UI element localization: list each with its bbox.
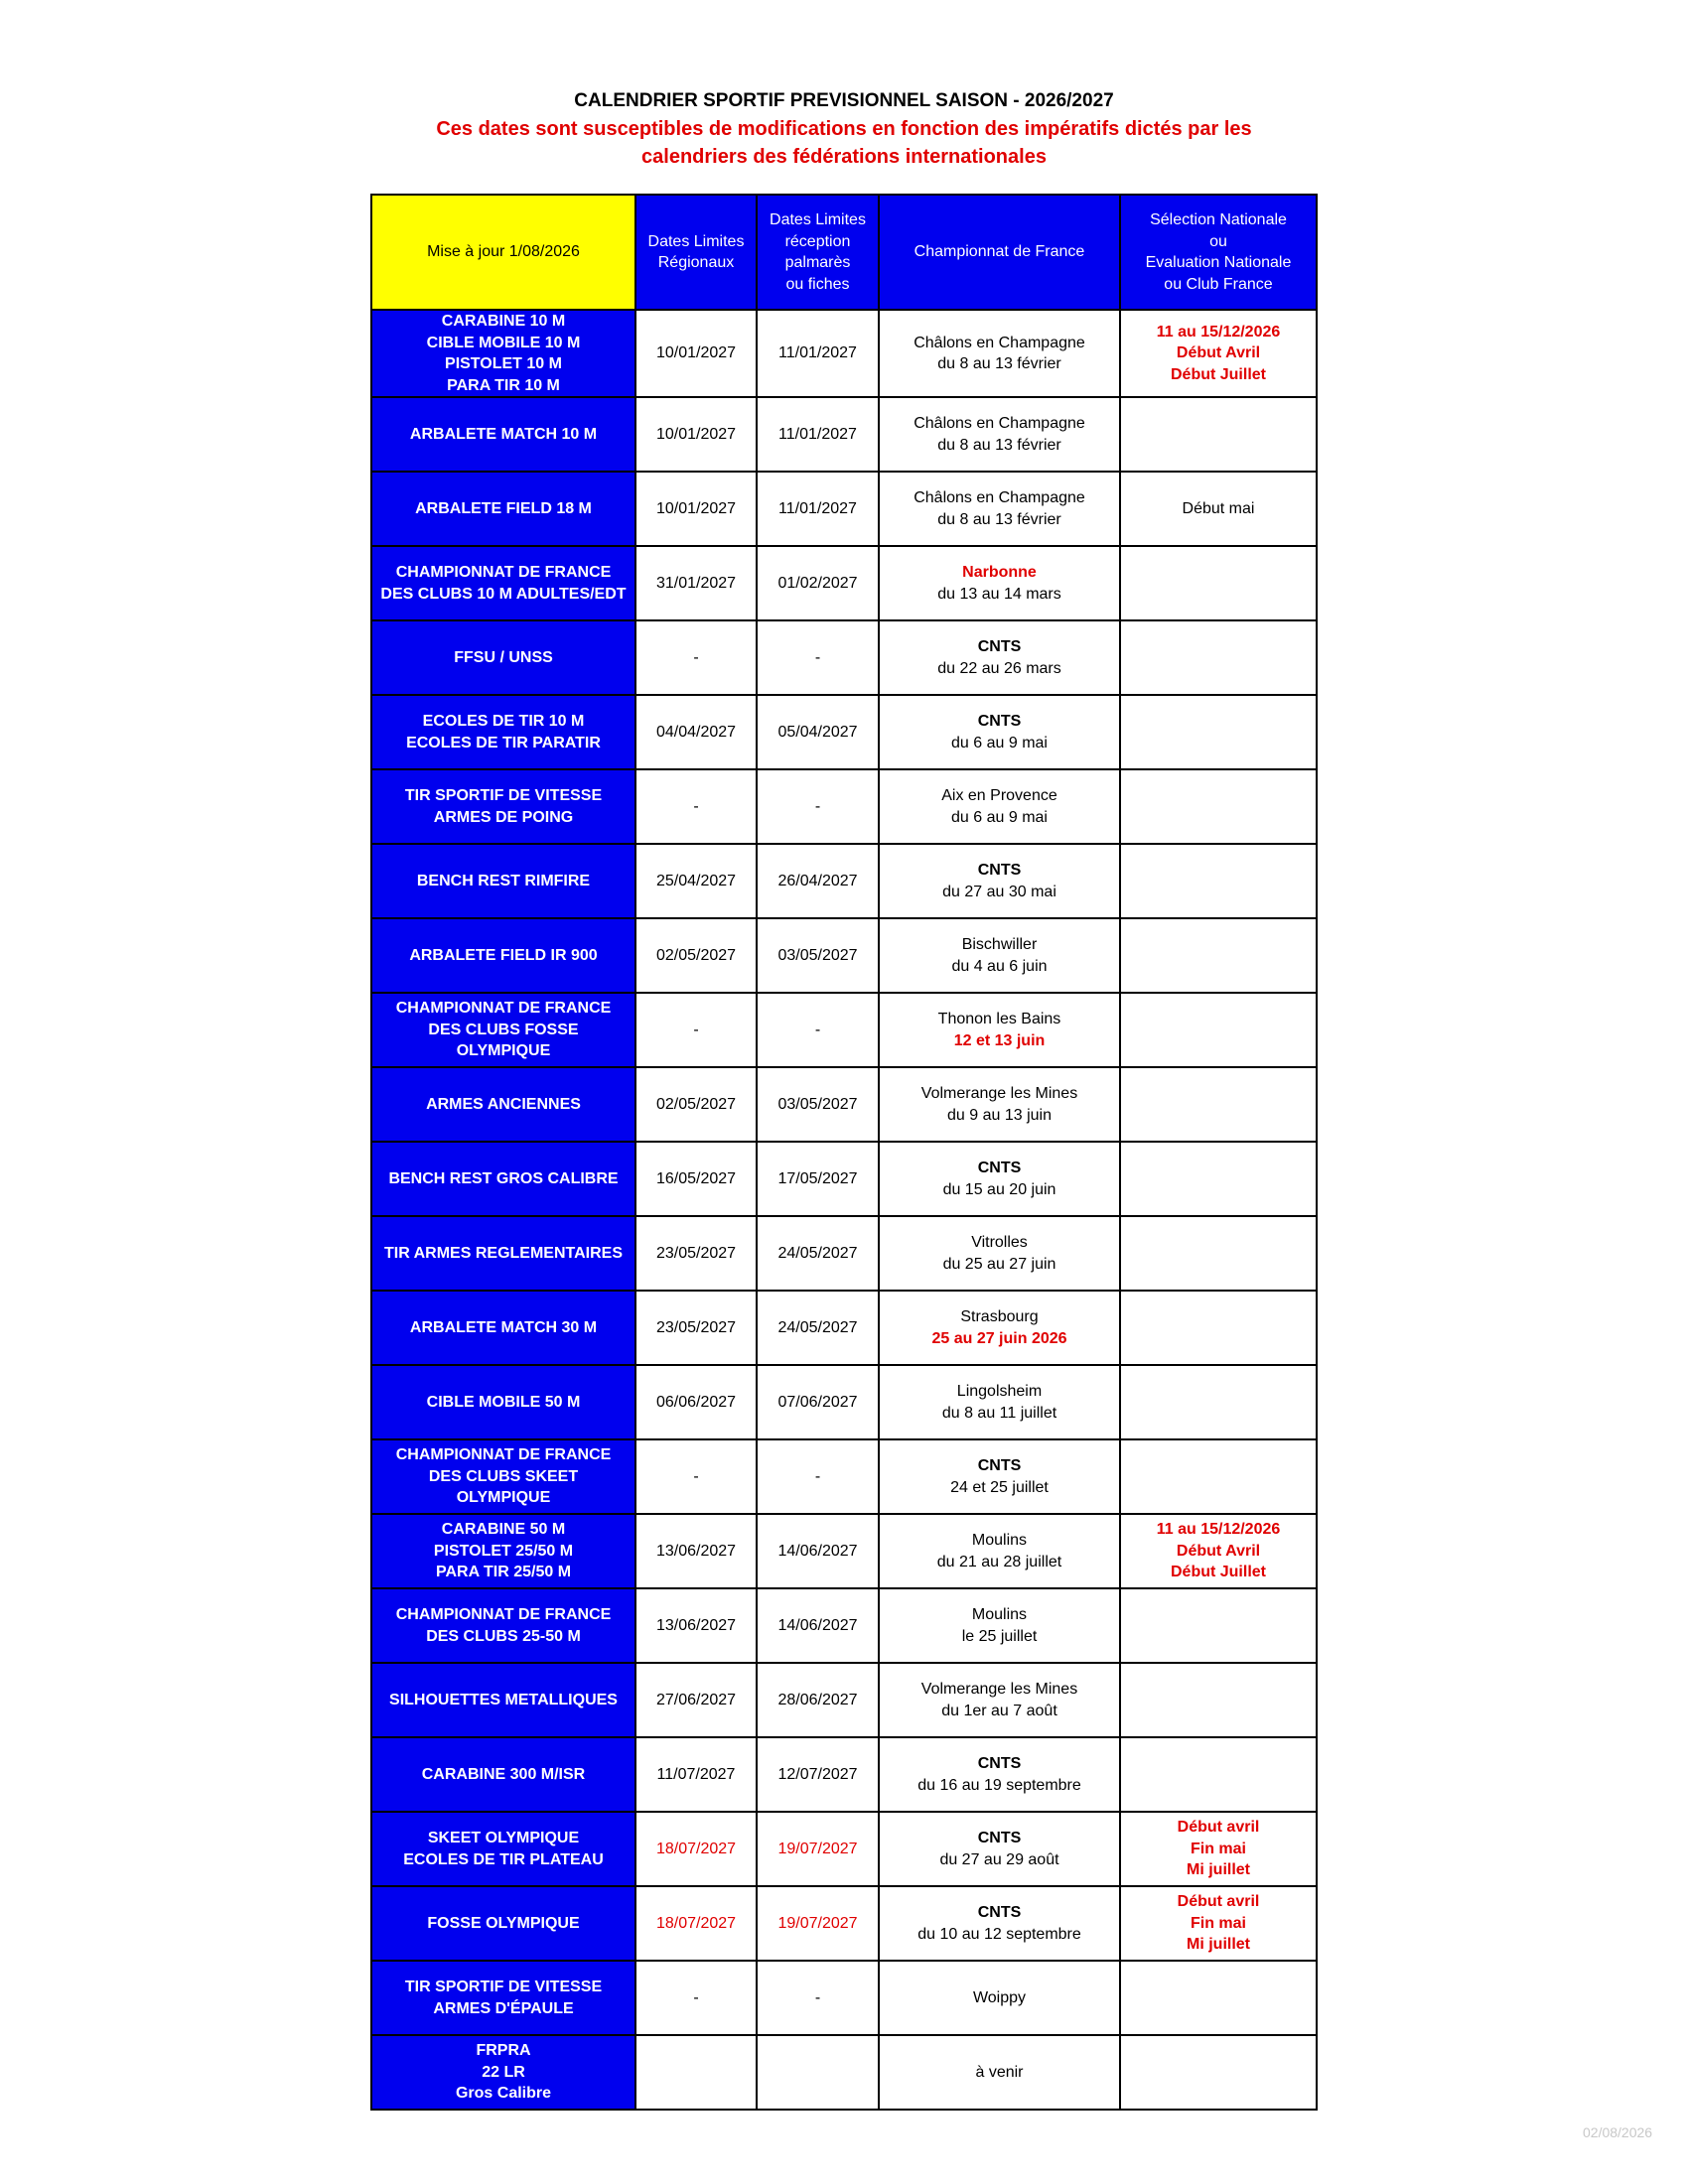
calendar-table	[370, 194, 1318, 2111]
discipline-cell	[371, 1291, 635, 1365]
regional-deadline-cell: 31/01/2027	[635, 546, 757, 620]
championnat-cell	[879, 1439, 1120, 1514]
championnat-line: Moulins	[971, 1606, 1028, 1623]
championnat-cell	[879, 1663, 1120, 1737]
discipline-cell	[371, 1737, 635, 1812]
regional-deadline-cell: 06/06/2027	[635, 1365, 757, 1439]
championnat-line: du 8 au 13 février	[937, 510, 1061, 528]
discipline-line: ECOLES DE TIR PLATEAU	[403, 1850, 604, 1868]
championnat-cell	[879, 1365, 1120, 1439]
table-row	[371, 1439, 1317, 1514]
reception-deadline-cell: 07/06/2027	[757, 1365, 879, 1439]
championnat-line: Bischwiller	[961, 936, 1038, 953]
championnat-line: le 25 juillet	[961, 1627, 1038, 1645]
championnat-cell	[879, 695, 1120, 769]
discipline-line: CIBLE MOBILE 50 M	[426, 1393, 581, 1411]
table-row	[371, 546, 1317, 620]
discipline-line: DES CLUBS FOSSE	[428, 1021, 579, 1038]
table-row	[371, 1812, 1317, 1886]
header-update: Mise à jour 1/08/2026	[371, 195, 635, 310]
selection-cell	[1120, 1812, 1317, 1886]
reception-deadline-cell: 14/06/2027	[757, 1514, 879, 1588]
selection-cell	[1120, 769, 1317, 844]
header-championnat: Championnat de France	[879, 195, 1120, 310]
championnat-cell	[879, 1812, 1120, 1886]
selection-cell	[1120, 1291, 1317, 1365]
regional-deadline-cell: 23/05/2027	[635, 1216, 757, 1291]
discipline-line: CIBLE MOBILE 10 M	[426, 334, 581, 351]
discipline-line: SKEET OLYMPIQUE	[427, 1830, 580, 1846]
discipline-line: ARMES ANCIENNES	[426, 1095, 581, 1113]
championnat-cell	[879, 993, 1120, 1067]
selection-line: Mi juillet	[1187, 1936, 1250, 1954]
championnat-line: 25 au 27 juin 2026	[931, 1329, 1067, 1347]
discipline-line: PISTOLET 10 M	[445, 355, 562, 372]
championnat-line: à venir	[975, 2063, 1024, 2081]
championnat-cell	[879, 1142, 1120, 1216]
regional-deadline-cell: 27/06/2027	[635, 1663, 757, 1737]
table-row	[371, 1142, 1317, 1216]
championnat-line: du 8 au 13 février	[937, 355, 1061, 372]
championnat-line: du 27 au 30 mai	[942, 883, 1056, 900]
discipline-line: OLYMPIQUE	[456, 1489, 551, 1507]
discipline-line: BENCH REST RIMFIRE	[416, 872, 591, 889]
championnat-cell	[879, 1216, 1120, 1291]
championnat-line: Strasbourg	[960, 1308, 1039, 1325]
selection-line: Début Juillet	[1170, 1564, 1266, 1581]
discipline-cell	[371, 546, 635, 620]
selection-cell	[1120, 844, 1317, 918]
discipline-line: BENCH REST GROS CALIBRE	[388, 1169, 619, 1187]
championnat-cell	[879, 1737, 1120, 1812]
championnat-line: du 15 au 20 juin	[942, 1180, 1056, 1198]
championnat-line: du 25 au 27 juin	[942, 1255, 1056, 1273]
championnat-line: du 9 au 13 juin	[947, 1106, 1052, 1124]
regional-deadline-cell: 18/07/2027	[635, 1886, 757, 1961]
header-regional: Dates Limites Régionaux	[635, 195, 757, 310]
selection-line: Début Juillet	[1170, 365, 1266, 383]
table-row	[371, 310, 1317, 397]
selection-cell	[1120, 1067, 1317, 1142]
discipline-cell	[371, 397, 635, 472]
selection-cell	[1120, 472, 1317, 546]
championnat-line: Volmerange les Mines	[920, 1681, 1078, 1698]
championnat-cell	[879, 310, 1120, 397]
table-row	[371, 844, 1317, 918]
championnat-cell	[879, 472, 1120, 546]
discipline-cell	[371, 844, 635, 918]
table-row	[371, 1514, 1317, 1588]
championnat-line: Châlons en Champagne	[914, 334, 1085, 351]
championnat-line: du 13 au 14 mars	[937, 585, 1061, 603]
discipline-cell	[371, 1365, 635, 1439]
regional-deadline-cell: 04/04/2027	[635, 695, 757, 769]
selection-cell	[1120, 695, 1317, 769]
reception-deadline-cell: 19/07/2027	[757, 1812, 879, 1886]
discipline-line: PISTOLET 25/50 M	[433, 1542, 574, 1560]
reception-deadline-cell: 03/05/2027	[757, 918, 879, 993]
selection-line: Début Avril	[1176, 1542, 1261, 1560]
discipline-line: ECOLES DE TIR PARATIR	[406, 734, 601, 751]
discipline-line: PARA TIR 10 M	[447, 376, 560, 394]
table-row	[371, 1588, 1317, 1663]
reception-deadline-cell: 14/06/2027	[757, 1588, 879, 1663]
championnat-cell	[879, 1886, 1120, 1961]
regional-deadline-cell: -	[635, 1439, 757, 1514]
reception-deadline-cell: 24/05/2027	[757, 1291, 879, 1365]
discipline-cell	[371, 993, 635, 1067]
table-row	[371, 397, 1317, 472]
discipline-line: FRPRA	[476, 2042, 531, 2060]
regional-deadline-cell: 10/01/2027	[635, 310, 757, 397]
discipline-line: ARMES DE POING	[433, 808, 574, 826]
reception-deadline-cell: 24/05/2027	[757, 1216, 879, 1291]
table-row	[371, 472, 1317, 546]
discipline-line: 22 LR	[482, 2063, 525, 2081]
table-row	[371, 993, 1317, 1067]
regional-deadline-cell: -	[635, 620, 757, 695]
reception-deadline-cell: 03/05/2027	[757, 1067, 879, 1142]
championnat-line: Woippy	[972, 1988, 1027, 2006]
regional-deadline-cell: 13/06/2027	[635, 1514, 757, 1588]
selection-line: 11 au 15/12/2026	[1156, 1521, 1281, 1539]
discipline-line: SILHOUETTES METALLIQUES	[389, 1691, 618, 1708]
reception-deadline-cell: -	[757, 1961, 879, 2035]
discipline-line: ARBALETE FIELD IR 900	[409, 946, 598, 964]
championnat-cell	[879, 1961, 1120, 2035]
reception-deadline-cell: 17/05/2027	[757, 1142, 879, 1216]
selection-cell	[1120, 2035, 1317, 2110]
championnat-line: CNTS	[977, 1830, 1022, 1846]
selection-cell	[1120, 1439, 1317, 1514]
discipline-cell	[371, 310, 635, 397]
table-row	[371, 918, 1317, 993]
regional-deadline-cell: 16/05/2027	[635, 1142, 757, 1216]
discipline-line: ARMES D'ÉPAULE	[433, 1999, 574, 2017]
reception-deadline-cell: 11/01/2027	[757, 472, 879, 546]
discipline-cell	[371, 1886, 635, 1961]
championnat-line: du 8 au 13 février	[937, 436, 1061, 454]
selection-line: Fin mai	[1190, 1840, 1246, 1857]
reception-deadline-cell: 12/07/2027	[757, 1737, 879, 1812]
regional-deadline-cell: 23/05/2027	[635, 1291, 757, 1365]
table-row	[371, 1663, 1317, 1737]
page-title: CALENDRIER SPORTIF PREVISIONNEL SAISON - 2026/2027	[574, 90, 1114, 111]
championnat-line: du 22 au 26 mars	[937, 659, 1061, 677]
discipline-cell	[371, 1216, 635, 1291]
reception-deadline-cell: -	[757, 620, 879, 695]
discipline-line: DES CLUBS 25-50 M	[426, 1627, 581, 1645]
discipline-cell	[371, 1663, 635, 1737]
table-row	[371, 2035, 1317, 2110]
selection-cell	[1120, 397, 1317, 472]
reception-deadline-cell: 11/01/2027	[757, 310, 879, 397]
discipline-line: DES CLUBS 10 M ADULTES/EDT	[380, 585, 627, 603]
selection-cell	[1120, 1737, 1317, 1812]
selection-line: Début mai	[1182, 499, 1255, 517]
championnat-line: Aix en Provence	[941, 787, 1057, 804]
championnat-cell	[879, 1067, 1120, 1142]
table-row	[371, 1365, 1317, 1439]
discipline-line: PARA TIR 25/50 M	[435, 1564, 572, 1581]
discipline-line: CHAMPIONNAT DE FRANCE	[395, 1606, 612, 1623]
championnat-line: CNTS	[977, 713, 1022, 730]
subtitle-line-2: calendriers des fédérations internationales	[641, 146, 1047, 168]
discipline-line: CARABINE 50 M	[441, 1521, 566, 1539]
selection-line: Mi juillet	[1187, 1861, 1250, 1879]
regional-deadline-cell: -	[635, 993, 757, 1067]
page-subtitle	[328, 115, 1360, 171]
discipline-line: ARBALETE MATCH 30 M	[409, 1318, 598, 1336]
championnat-cell	[879, 1588, 1120, 1663]
reception-deadline-cell: 01/02/2027	[757, 546, 879, 620]
championnat-line: CNTS	[977, 1160, 1022, 1176]
discipline-line: CARABINE 300 M/ISR	[421, 1765, 586, 1783]
table-row	[371, 1737, 1317, 1812]
championnat-line: CNTS	[977, 1904, 1022, 1921]
selection-cell	[1120, 620, 1317, 695]
championnat-cell	[879, 397, 1120, 472]
reception-deadline-cell	[757, 2035, 879, 2110]
calendar-body	[371, 310, 1317, 2110]
reception-deadline-cell: 05/04/2027	[757, 695, 879, 769]
championnat-cell	[879, 844, 1120, 918]
discipline-line: TIR SPORTIF DE VITESSE	[404, 787, 603, 804]
championnat-line: Lingolsheim	[956, 1383, 1043, 1400]
selection-cell	[1120, 1216, 1317, 1291]
header-reception: Dates Limites réception palmarès ou fiches	[757, 195, 879, 310]
discipline-cell	[371, 1439, 635, 1514]
regional-deadline-cell: 18/07/2027	[635, 1812, 757, 1886]
selection-cell	[1120, 1961, 1317, 2035]
championnat-line: du 6 au 9 mai	[951, 734, 1048, 751]
championnat-line: 12 et 13 juin	[953, 1031, 1046, 1049]
selection-cell	[1120, 993, 1317, 1067]
championnat-cell	[879, 546, 1120, 620]
championnat-cell	[879, 769, 1120, 844]
regional-deadline-cell: 10/01/2027	[635, 397, 757, 472]
table-row	[371, 620, 1317, 695]
championnat-line: 24 et 25 juillet	[950, 1478, 1049, 1496]
championnat-line: du 21 au 28 juillet	[936, 1553, 1062, 1570]
discipline-cell	[371, 918, 635, 993]
discipline-line: ARBALETE MATCH 10 M	[409, 425, 598, 443]
discipline-cell	[371, 2035, 635, 2110]
championnat-line: du 10 au 12 septembre	[917, 1925, 1081, 1943]
reception-deadline-cell: 28/06/2027	[757, 1663, 879, 1737]
discipline-line: DES CLUBS SKEET	[428, 1467, 579, 1485]
championnat-line: CNTS	[977, 638, 1022, 655]
championnat-cell	[879, 1514, 1120, 1588]
regional-deadline-cell: -	[635, 1961, 757, 2035]
discipline-line: FOSSE OLYMPIQUE	[427, 1914, 580, 1932]
championnat-line: du 6 au 9 mai	[951, 808, 1048, 826]
subtitle-line-1: Ces dates sont susceptibles de modifications en fonction des impératifs dictés par les	[436, 118, 1252, 140]
championnat-cell	[879, 2035, 1120, 2110]
discipline-line: Gros Calibre	[455, 2085, 552, 2103]
selection-cell	[1120, 1514, 1317, 1588]
regional-deadline-cell: 13/06/2027	[635, 1588, 757, 1663]
championnat-line: Volmerange les Mines	[920, 1085, 1078, 1102]
championnat-line: Narbonne	[962, 564, 1037, 581]
reception-deadline-cell: 26/04/2027	[757, 844, 879, 918]
discipline-line: ECOLES DE TIR 10 M	[422, 713, 585, 730]
discipline-line: FFSU / UNSS	[454, 648, 553, 666]
selection-cell	[1120, 1142, 1317, 1216]
selection-cell	[1120, 310, 1317, 397]
championnat-line: du 16 au 19 septembre	[917, 1776, 1081, 1794]
championnat-line: CNTS	[977, 1457, 1022, 1474]
regional-deadline-cell: 25/04/2027	[635, 844, 757, 918]
table-row	[371, 1961, 1317, 2035]
championnat-line: Moulins	[971, 1532, 1028, 1549]
table-row	[371, 1216, 1317, 1291]
discipline-cell	[371, 1067, 635, 1142]
discipline-line: CHAMPIONNAT DE FRANCE	[395, 1000, 612, 1018]
discipline-line: CHAMPIONNAT DE FRANCE	[395, 1446, 612, 1464]
championnat-line: Châlons en Champagne	[914, 415, 1085, 432]
championnat-line: du 4 au 6 juin	[951, 957, 1048, 975]
selection-line: Début avril	[1177, 1819, 1260, 1837]
selection-cell	[1120, 918, 1317, 993]
discipline-cell	[371, 1142, 635, 1216]
championnat-line: Châlons en Champagne	[914, 489, 1085, 506]
regional-deadline-cell	[635, 2035, 757, 2110]
selection-cell	[1120, 1663, 1317, 1737]
table-row	[371, 695, 1317, 769]
reception-deadline-cell: -	[757, 769, 879, 844]
selection-cell	[1120, 1886, 1317, 1961]
selection-line: Début avril	[1177, 1893, 1260, 1911]
regional-deadline-cell: 11/07/2027	[635, 1737, 757, 1812]
championnat-line: du 27 au 29 août	[939, 1850, 1059, 1868]
championnat-cell	[879, 1291, 1120, 1365]
discipline-cell	[371, 472, 635, 546]
reception-deadline-cell: 19/07/2027	[757, 1886, 879, 1961]
discipline-cell	[371, 695, 635, 769]
header-row	[371, 195, 1317, 310]
championnat-cell	[879, 918, 1120, 993]
reception-deadline-cell: -	[757, 1439, 879, 1514]
regional-deadline-cell: -	[635, 769, 757, 844]
championnat-line: du 8 au 11 juillet	[941, 1404, 1057, 1422]
reception-deadline-cell: 11/01/2027	[757, 397, 879, 472]
championnat-line: Vitrolles	[971, 1234, 1028, 1251]
championnat-line: Thonon les Bains	[937, 1011, 1061, 1027]
discipline-cell	[371, 1812, 635, 1886]
championnat-line: CNTS	[977, 1755, 1022, 1772]
selection-cell	[1120, 1365, 1317, 1439]
discipline-cell	[371, 620, 635, 695]
table-row	[371, 1886, 1317, 1961]
selection-line: 11 au 15/12/2026	[1156, 323, 1281, 341]
discipline-line: CARABINE 10 M	[441, 313, 566, 330]
championnat-line: du 1er au 7 août	[941, 1702, 1057, 1719]
discipline-cell	[371, 1961, 635, 2035]
discipline-line: TIR ARMES REGLEMENTAIRES	[383, 1244, 623, 1262]
selection-line: Fin mai	[1190, 1914, 1246, 1932]
championnat-line: CNTS	[977, 862, 1022, 879]
discipline-cell	[371, 1588, 635, 1663]
regional-deadline-cell: 02/05/2027	[635, 918, 757, 993]
selection-cell	[1120, 546, 1317, 620]
championnat-cell	[879, 620, 1120, 695]
footer-date: 02/08/2026	[1583, 2124, 1653, 2140]
discipline-line: TIR SPORTIF DE VITESSE	[404, 1979, 603, 1995]
discipline-cell	[371, 1514, 635, 1588]
discipline-line: OLYMPIQUE	[456, 1042, 551, 1060]
selection-line: Début Avril	[1176, 344, 1261, 362]
selection-cell	[1120, 1588, 1317, 1663]
regional-deadline-cell: 02/05/2027	[635, 1067, 757, 1142]
table-row	[371, 1291, 1317, 1365]
header-selection: Sélection Nationale ou Evaluation Nationale ou Club France	[1120, 195, 1317, 310]
discipline-line: CHAMPIONNAT DE FRANCE	[395, 564, 612, 581]
regional-deadline-cell: 10/01/2027	[635, 472, 757, 546]
table-row	[371, 769, 1317, 844]
table-row	[371, 1067, 1317, 1142]
discipline-cell	[371, 769, 635, 844]
discipline-line: ARBALETE FIELD 18 M	[415, 499, 592, 517]
reception-deadline-cell: -	[757, 993, 879, 1067]
